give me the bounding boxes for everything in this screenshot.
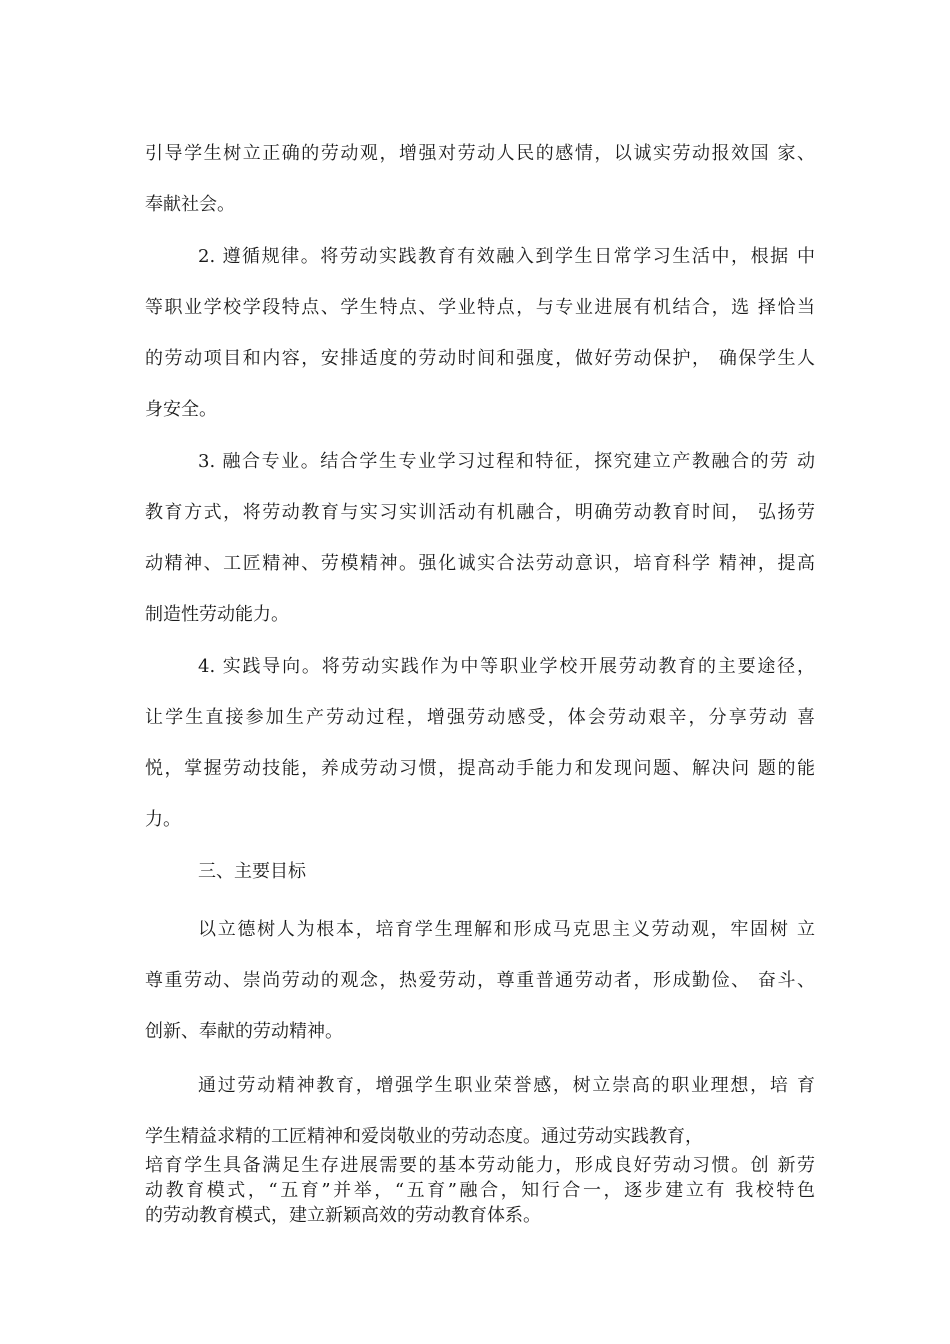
text-line: 创新、奉献的劳动精神。 [145, 1021, 343, 1042]
text-line: 学生精益求精的工匠精神和爱岗敬业的劳动态度。通过劳动实践教育， [145, 1126, 703, 1147]
text-line: 4. 实践导向。将劳动实践作为中等职业学校开展劳动教育的主要途径， [198, 656, 815, 677]
text-line: 教育方式，将劳动教育与实习实训活动有机融合，明确劳动教育时间， 弘扬劳 [145, 502, 815, 523]
text-line: 动教育模式，“五育”并举，“五育”融合，知行合一，逐步建立有 我校特色 [145, 1180, 815, 1201]
text-line: 等职业学校学段特点、学生特点、学业特点，与专业进展有机结合，选 择恰当 [145, 297, 815, 318]
text-line: 悦，掌握劳动技能，养成劳动习惯，提高动手能力和发现问题、解决问 题的能 [145, 758, 815, 779]
text-line: 以立德树人为根本，培育学生理解和形成马克思主义劳动观，牢固树 立 [198, 919, 815, 940]
text-line: 的劳动项目和内容，安排适度的劳动时间和强度，做好劳动保护， 确保学生人 [145, 348, 815, 369]
text-line: 引导学生树立正确的劳动观，增强对劳动人民的感情，以诚实劳动报效国 家、 [145, 143, 815, 164]
text-line: 3. 融合专业。结合学生专业学习过程和特征，探究建立产教融合的劳 动 [198, 451, 815, 472]
text-line: 制造性劳动能力。 [145, 604, 289, 625]
text-line: 通过劳动精神教育，增强学生职业荣誉感，树立崇高的职业理想，培 育 [198, 1075, 815, 1096]
text-line: 三、主要目标 [198, 861, 306, 882]
text-line: 培育学生具备满足生存进展需要的基本劳动能力，形成良好劳动习惯。创 新劳 [145, 1155, 815, 1176]
text-line: 2. 遵循规律。将劳动实践教育有效融入到学生日常学习生活中，根据 中 [198, 246, 815, 267]
final-paragraph [145, 1153, 815, 1228]
text-line: 身安全。 [145, 399, 217, 420]
text-line: 力。 [145, 809, 181, 830]
text-line: 让学生直接参加生产劳动过程，增强劳动感受，体会劳动艰辛，分享劳动 喜 [145, 707, 815, 728]
text-line: 的劳动教育模式，建立新颖高效的劳动教育体系。 [145, 1205, 541, 1226]
text-line: 尊重劳动、崇尚劳动的观念，热爱劳动，尊重普通劳动者，形成勤俭、 奋斗、 [145, 970, 815, 991]
text-line: 奉献社会。 [145, 194, 235, 215]
text-line: 动精神、工匠精神、劳模精神。强化诚实合法劳动意识，培育科学 精神，提高 [145, 553, 815, 574]
